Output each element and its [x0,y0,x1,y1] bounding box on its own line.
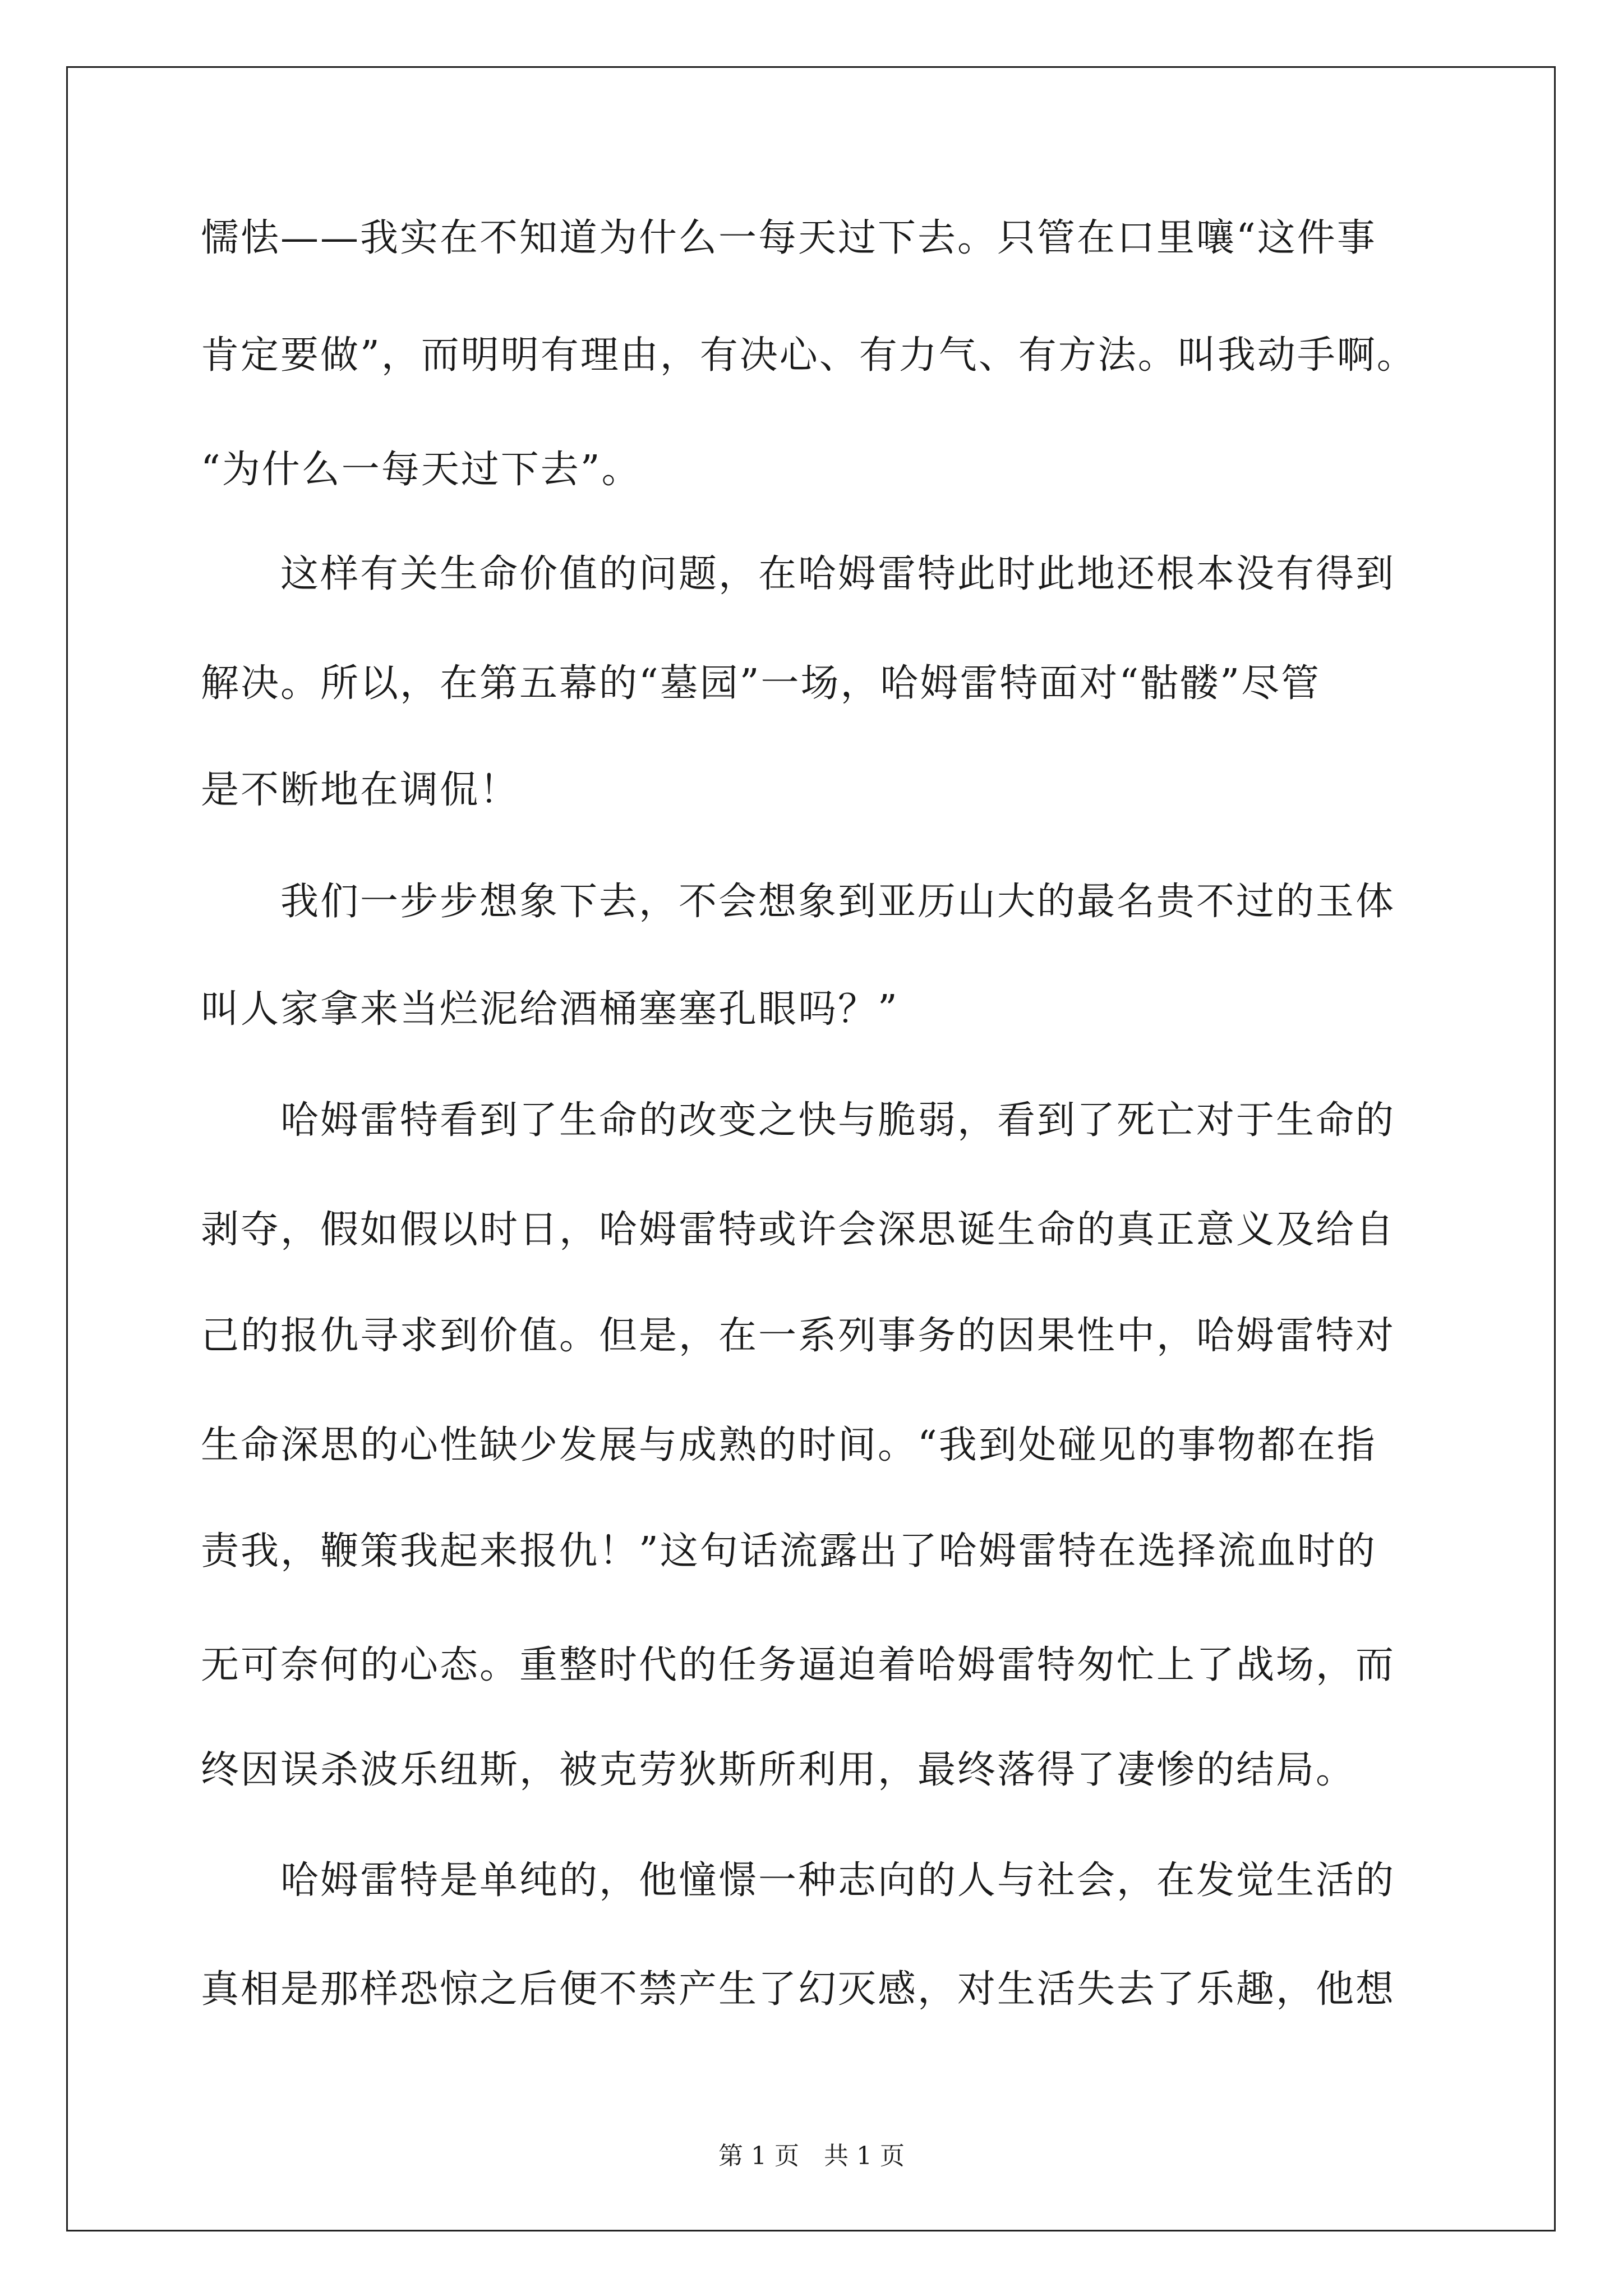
text-line: 己的报仇寻求到价值。但是，在一系列事务的因果性中，哈姆雷特对 [201,1314,1396,1358]
text-line: 肯定要做”，而明明有理由，有决心、有力气、有方法。叫我动手啊。 [201,333,1417,378]
text-line: 是不断地在调侃！ [201,768,520,812]
text-line: 终因误杀波乐纽斯，被克劳狄斯所利用，最终落得了凄惨的结局。 [201,1748,1356,1792]
text-line: 责我，鞭策我起来报仇！”这句话流露出了哈姆雷特在选择流血时的 [201,1529,1377,1573]
text-line: 我们一步步想象下去，不会想象到亚历山大的最名贵不过的玉体 [201,880,1396,924]
text-line: 哈姆雷特看到了生命的改变之快与脆弱，看到了死亡对于生命的 [201,1098,1396,1143]
text-line: 叫人家拿来当烂泥给酒桶塞塞孔眼吗？” [201,987,899,1032]
text-line: 解决。所以，在第五幕的“墓园”一场，哈姆雷特面对“骷髅”尽管 [201,661,1321,706]
text-line: 无可奈何的心态。重整时代的任务逼迫着哈姆雷特匆忙上了战场，而 [201,1643,1396,1687]
text-line: “为什么一每天过下去”。 [201,448,642,492]
text-line: 真相是那样恐惊之后便不禁产生了幻灭感，对生活失去了乐趣，他想 [201,1967,1396,2012]
text-line: 剥夺，假如假以时日，哈姆雷特或许会深思诞生命的真正意义及给自 [201,1208,1396,1252]
text-line: 生命深思的心性缺少发展与成熟的时间。“我到处碰见的事物都在指 [201,1423,1377,1467]
text-line: 哈姆雷特是单纯的，他憧憬一种志向的人与社会，在发觉生活的 [201,1858,1396,1903]
text-line: 懦怯——我实在不知道为什么一每天过下去。只管在口里嚷“这件事 [201,216,1377,260]
text-line: 这样有关生命价值的问题，在哈姆雷特此时此地还根本没有得到 [201,552,1396,596]
page-border [66,66,1556,2231]
page-number-footer: 第 1 页 共 1 页 [718,2142,905,2170]
